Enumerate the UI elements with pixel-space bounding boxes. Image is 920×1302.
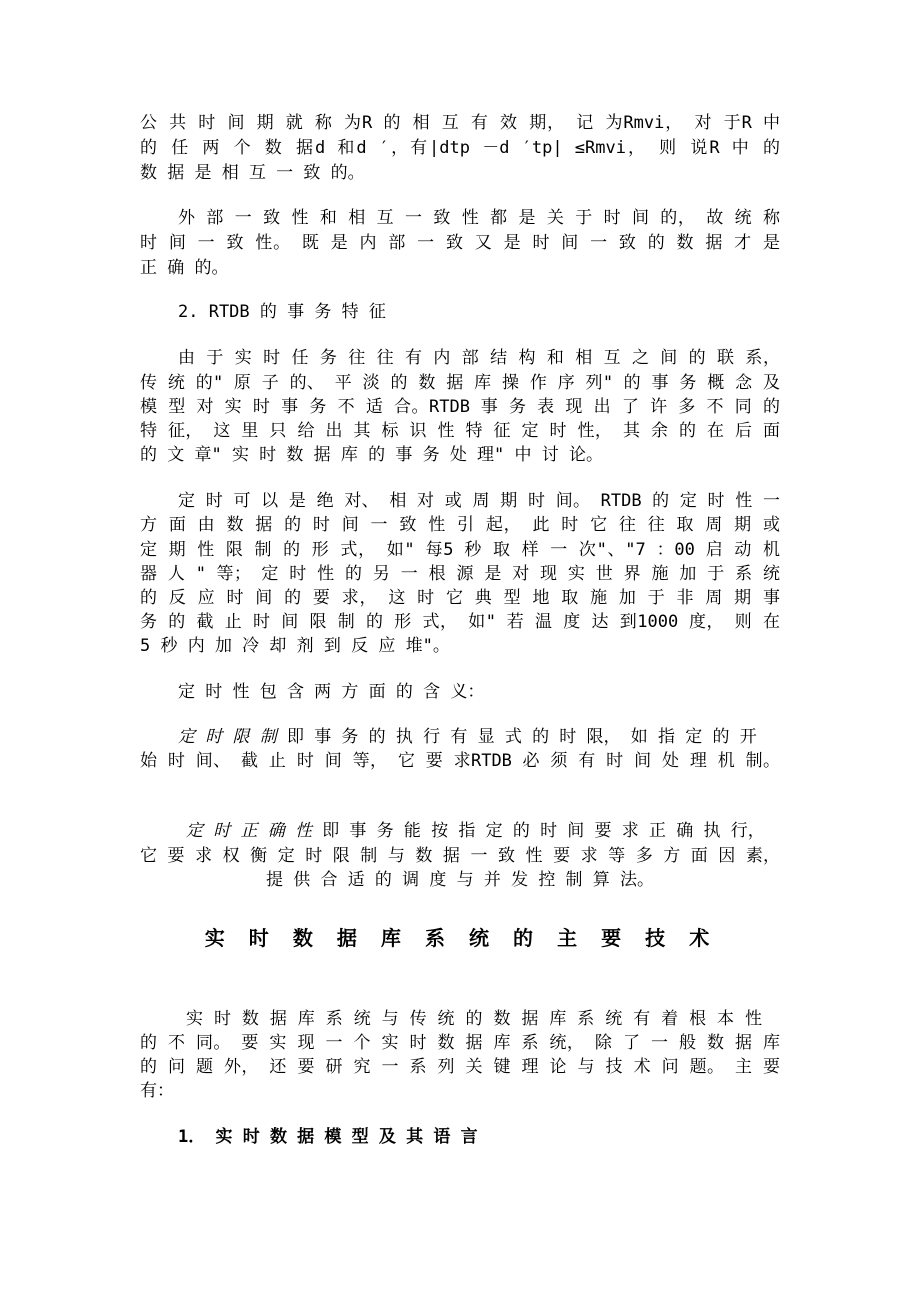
para4-line-7: 5 秒 内 加 冷 却 剂 到 反 应 堆"。 — [140, 636, 450, 656]
para4-line-5: 的 反 应 时 间 的 要 求， 这 时 它 典 型 地 取 施 加 于 非 周 期 事 — [140, 588, 780, 608]
term-timing-correctness: 定 时 正 确 性 — [186, 821, 312, 841]
para4-line-4: 器 人 " 等； 定 时 性 的 另 一 根 源 是 对 现 实 世 界 施 加 于 系 统 — [140, 564, 780, 584]
para2-line-2: 时 间 一 致 性。 既 是 内 部 一 致 又 是 时 间 一 致 的 数 据 才 是 — [140, 233, 780, 253]
para6-line-1 — [178, 726, 757, 748]
para1-line-2: 的 任 两 个 数 据d 和d ′，有|dtp －d ′tp| ≤Rmvi， 则 说R 中 的 — [140, 138, 780, 158]
para2-line-3: 正 确 的。 — [140, 258, 229, 278]
para4-line-6: 务 的 截 止 时 间 限 制 的 形 式， 如" 若 温 度 达 到1000 度， 则 在 — [140, 612, 780, 632]
para3-line-1: 由 于 实 时 任 务 往 往 有 内 部 结 构 和 相 互 之 间 的 联 系， — [178, 348, 780, 368]
para7-line-1 — [186, 820, 765, 842]
para1-line-1: 公 共 时 间 期 就 称 为R 的 相 互 有 效 期， 记 为Rmvi， 对 于R 中 — [140, 113, 780, 133]
para4-line-2: 方 面 由 数 据 的 时 间 一 致 性 引 起， 此 时 它 往 往 取 周 期 或 — [140, 515, 780, 535]
para1-line-3: 数 据 是 相 互 一 致 的。 — [140, 163, 365, 183]
para4-line-1: 定 时 可 以 是 绝 对、 相 对 或 周 期 时 间。 RTDB 的 定 时 性 一 — [178, 491, 780, 511]
term-timing-constraint: 定 时 限 制 — [178, 727, 277, 747]
para7-line-2: 它 要 求 权 衡 定 时 限 制 与 数 据 一 致 性 要 求 等 多 方 面 因 素， — [140, 846, 780, 866]
para8-line-4: 有： — [140, 1081, 174, 1101]
para8-line-3: 的 问 题 外， 还 要 研 究 一 系 列 关 键 理 论 与 技 术 问 题。 主 要 — [140, 1057, 780, 1077]
para5: 定 时 性 包 含 两 方 面 的 含 义： — [178, 682, 485, 702]
para3-line-4: 特 征， 这 里 只 给 出 其 标 识 性 特 征 定 时 性， 其 余 的 在 后 面 — [140, 421, 780, 441]
para8-line-2: 的 不 同。 要 实 现 一 个 实 时 数 据 库 系 统， 除 了 一 般 数 据 库 — [140, 1033, 780, 1053]
para4-line-3: 定 期 性 限 制 的 形 式， 如" 每5 秒 取 样 一 次"、"7 ：00 启 动 机 — [140, 540, 780, 560]
para8-line-1: 实 时 数 据 库 系 统 与 传 统 的 数 据 库 系 统 有 着 根 本 性 — [186, 1009, 762, 1029]
para6-line-2: 始 时 间、 截 止 时 间 等， 它 要 求RTDB 必 须 有 时 间 处 理 机 制。 — [140, 751, 780, 771]
para3-line-5: 的 文 章" 实 时 数 据 库 的 事 务 处 理" 中 讨 论。 — [140, 445, 603, 465]
para3-line-3: 模 型 对 实 时 事 务 不 适 合。RTDB 事 务 表 现 出 了 许 多 不 同 的 — [140, 397, 780, 417]
para3-line-2: 传 统 的" 原 子 的、 平 淡 的 数 据 库 操 作 序 列" 的 事 务 概 念 及 — [140, 373, 780, 393]
para2-line-1: 外 部 一 致 性 和 相 互 一 致 性 都 是 关 于 时 间 的， 故 统 称 — [178, 208, 780, 228]
para7-line-1-text: 即 事 务 能 按 指 定 的 时 间 要 求 正 确 执 行， — [311, 821, 765, 841]
para7-line-3: 提 供 合 适 的 调 度 与 并 发 控 制 算 法。 — [265, 870, 655, 890]
main-heading: 实 时 数 据 库 系 统 的 主 要 技 术 — [204, 926, 716, 950]
para6-line-1-text: 即 事 务 的 执 行 有 显 式 的 时 限， 如 指 定 的 开 — [276, 727, 757, 747]
section-2-title: 2. RTDB 的 事 务 特 征 — [178, 302, 386, 322]
subsection-1-title: 1． 实 时 数 据 模 型 及 其 语 言 — [178, 1127, 478, 1147]
